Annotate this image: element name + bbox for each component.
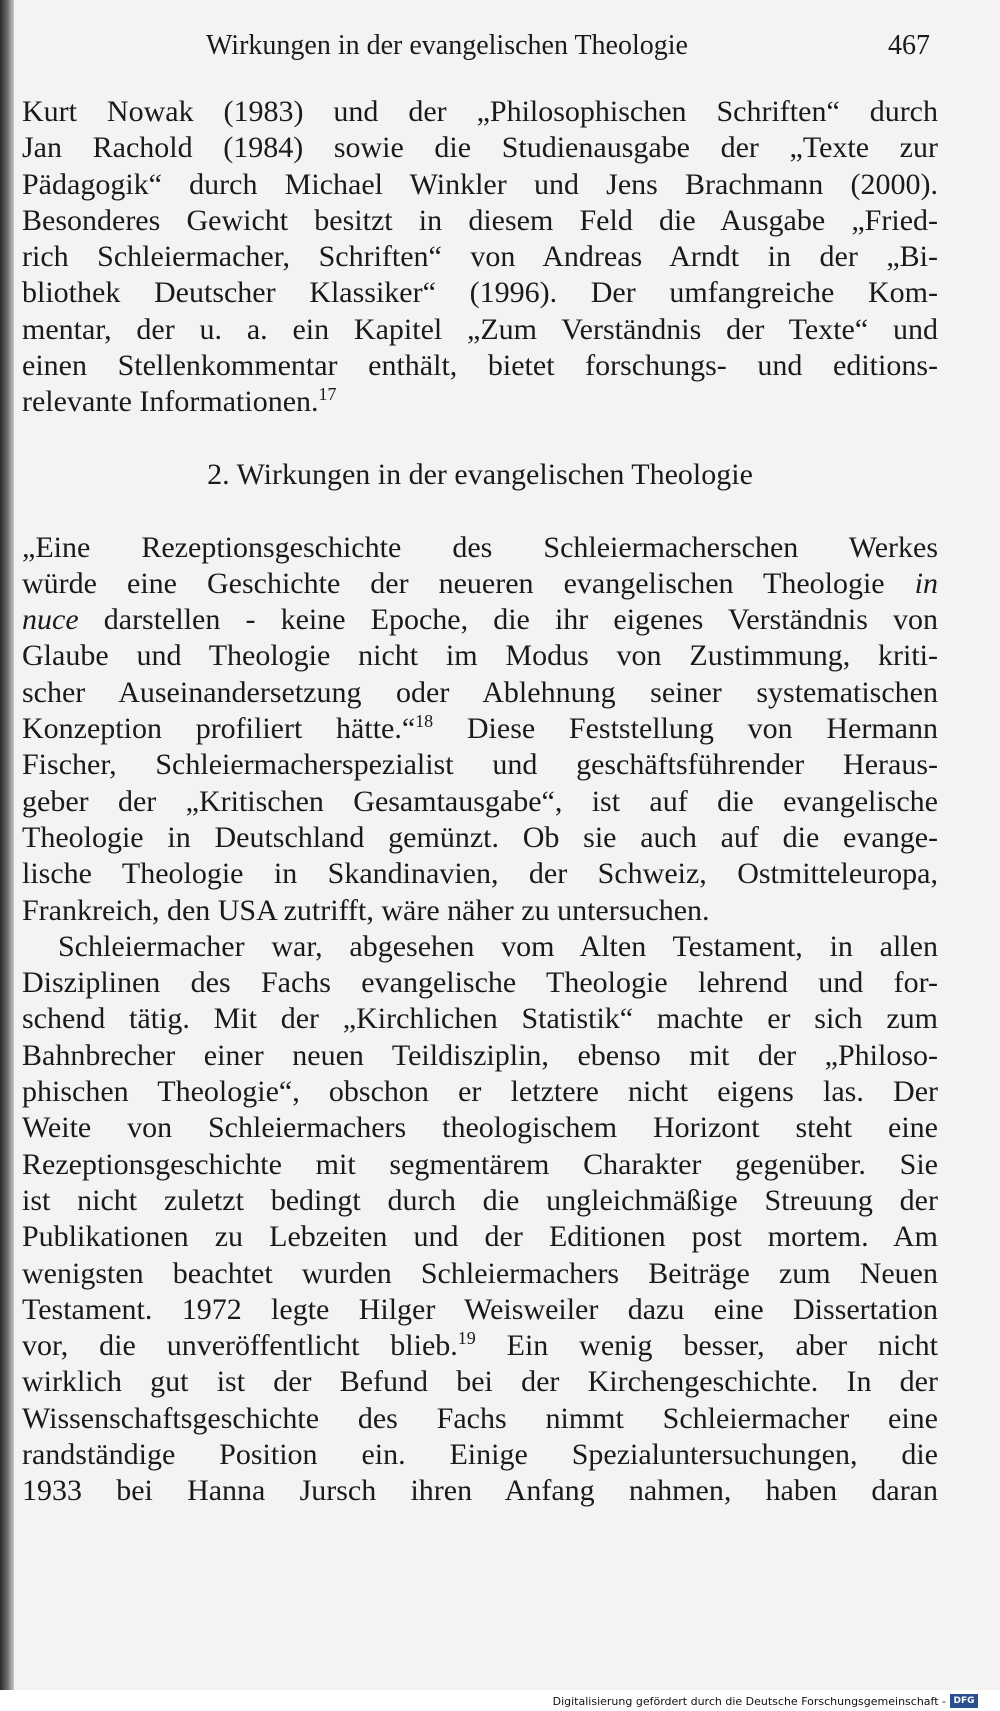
body-text [22, 94, 938, 1510]
text-line: Besonderes Gewicht besitzt in diesem Feld die Ausgabe „Fried- [22, 203, 938, 237]
running-head [130, 22, 930, 70]
text-line: Wissenschaftsgeschichte des Fachs nimmt Schleiermacher eine [22, 1401, 938, 1435]
text-line [22, 602, 938, 638]
text-line: Weite von Schleiermachers theologischem Horizont steht eine [22, 1111, 938, 1145]
text-line: Kurt Nowak (1983) und der „Philosophischen Schriften“ durch [22, 95, 938, 128]
spacer [22, 493, 938, 529]
text-line: ist nicht zuletzt bedingt durch die ungleichmäßige Streuung der [22, 1183, 938, 1217]
text-line: randständige Position ein. Einige Spezialuntersuchungen, die [22, 1437, 938, 1471]
text-line: Schleiermacher war, abgesehen vom Alten Testament, in allen [58, 929, 938, 963]
text-line: Rezeptionsgeschichte mit segmentärem Charakter gegenüber. Sie [22, 1147, 938, 1181]
footnote-ref: 19 [457, 1328, 476, 1349]
digitization-footer [553, 1692, 978, 1710]
text-line: einen Stellenkommentar enthält, bietet forschungs- und editions- [22, 349, 938, 383]
text-line: schend tätig. Mit der „Kirchlichen Statistik“ machte er sich zum [22, 1002, 938, 1036]
text-line [22, 711, 938, 747]
running-head-title: Wirkungen in der evangelischen Theologie [206, 30, 688, 61]
footer-text: Digitalisierung gefördert durch die Deutsche Forschungsgemeinschaft - [552, 1694, 946, 1708]
text-line: Jan Rachold (1984) sowie die Studienausgabe der „Texte zur [22, 131, 938, 165]
text-line: Testament. 1972 legte Hilger Weisweiler dazu eine Dissertation [22, 1292, 938, 1326]
text-line: Frankreich, den USA zutrifft, wäre näher zu untersuchen. [22, 893, 710, 927]
text-fragment: Ein wenig besser, aber nicht [506, 1329, 938, 1363]
footnote-ref: 18 [415, 711, 434, 732]
section-heading: 2. Wirkungen in der evangelischen Theologie [207, 457, 753, 491]
text-line: scher Auseinandersetzung oder Ablehnung seiner systematischen [22, 675, 938, 709]
text-fragment: würde eine Geschichte der neueren evangelischen Theologie [22, 566, 885, 600]
text-fragment: vor, die unveröffentlicht blieb. [22, 1329, 458, 1363]
text-line: 1933 bei Hanna Jursch ihren Anfang nahmen, haben daran [22, 1474, 938, 1508]
text-line: wirklich gut ist der Befund bei der Kirchengeschichte. In der [22, 1365, 938, 1399]
text-fragment: Diese Feststellung von Hermann [466, 712, 938, 746]
text-line: wenigsten beachtet wurden Schleiermachers Beiträge zum Neuen [22, 1256, 938, 1290]
text-line: lische Theologie in Skandinavien, der Schweiz, Ostmitteleuropa, [22, 857, 938, 891]
text-fragment: darstellen - keine Epoche, die ihr eigenes Verständnis von [103, 603, 938, 637]
text-line: Bahnbrecher einer neuen Teildisziplin, ebenso mit der „Philoso- [22, 1038, 938, 1072]
text-line: Theologie in Deutschland gemünzt. Ob sie auch auf die evange- [22, 820, 938, 854]
text-line: phischen Theologie“, obschon er letztere nicht eigens las. Der [22, 1075, 938, 1109]
text-line: rich Schleiermacher, Schriften“ von Andreas Arndt in der „Bi- [22, 240, 938, 274]
text-line: mentar, der u. a. ein Kapitel „Zum Verständnis der Texte“ und [22, 312, 938, 346]
text-line [22, 1328, 938, 1364]
book-spine-shadow [0, 0, 14, 1711]
text-line: bliothek Deutscher Klassiker“ (1996). Der umfangreiche Kom- [22, 276, 938, 310]
page-number: 467 [888, 30, 930, 61]
text-line: „Eine Rezeptionsgeschichte des Schleiermacherschen Werkes [22, 530, 938, 564]
text-fragment: relevante Informationen. [22, 385, 319, 419]
text-line [22, 384, 938, 420]
text-line: geber der „Kritischen Gesamtausgabe“, ist auf die evangelische [22, 784, 938, 818]
text-fragment: Konzeption profiliert hätte.“ [22, 712, 416, 746]
italic-text: in [914, 566, 938, 600]
text-line: Disziplinen des Fachs evangelische Theologie lehrend und for- [22, 966, 938, 1000]
italic-text: nuce [22, 603, 79, 637]
text-line: Fischer, Schleiermacherspezialist und geschäftsführender Heraus- [22, 748, 938, 782]
text-line: Pädagogik“ durch Michael Winkler und Jens Brachmann (2000). [22, 167, 938, 201]
text-line [22, 566, 938, 602]
spacer [22, 421, 938, 457]
dfg-logo: DFG [950, 1694, 978, 1708]
footnote-ref: 17 [318, 384, 337, 405]
text-line: Publikationen zu Lebzeiten und der Editionen post mortem. Am [22, 1220, 938, 1254]
text-line: Glaube und Theologie nicht im Modus von Zustimmung, kriti- [22, 639, 938, 673]
